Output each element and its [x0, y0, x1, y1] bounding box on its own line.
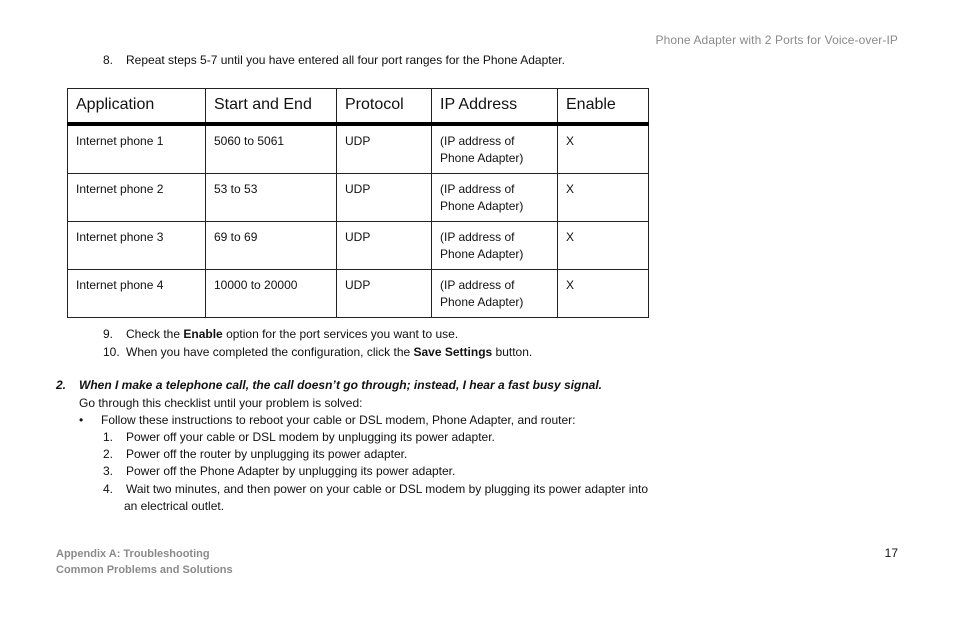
step-number: 9. — [103, 327, 114, 341]
substep-text: Wait two minutes, and then power on your cable or DSL modem by plugging its power adapter into — [126, 482, 649, 496]
step-text-pre: When you have completed the configuration, click the — [126, 345, 414, 359]
cell-protocol: UDP — [337, 270, 432, 318]
step-text-pre: Check the — [126, 327, 184, 341]
ip-line-2: Phone Adapter) — [440, 151, 524, 165]
cell-ip-address — [432, 270, 558, 318]
ip-line-1: (IP address of — [440, 182, 515, 196]
cell-ip-address — [432, 222, 558, 270]
footer-appendix: Appendix A: Troubleshooting — [56, 548, 210, 560]
step-text-post: button. — [492, 345, 533, 359]
ip-line-1: (IP address of — [440, 278, 515, 292]
substep-number: 3. — [103, 464, 114, 478]
cell-enable: X — [558, 270, 649, 318]
step-8 — [103, 52, 565, 69]
bullet-icon: • — [79, 413, 84, 427]
step-number: 10. — [103, 345, 120, 359]
cell-enable: X — [558, 222, 649, 270]
column-header-start-end: Start and End — [206, 89, 337, 125]
step-text: Repeat steps 5-7 until you have entered all four port ranges for the Phone Adapter. — [126, 53, 565, 67]
column-header-ip-address: IP Address — [432, 89, 558, 125]
substep-2 — [103, 446, 407, 463]
column-header-enable: Enable — [558, 89, 649, 125]
question-text: When I make a telephone call, the call doesn’t go through; instead, I hear a fast busy signal. — [79, 378, 602, 392]
table-header-row — [68, 89, 649, 125]
cell-application: Internet phone 1 — [68, 124, 206, 174]
substep-3 — [103, 463, 455, 480]
cell-enable: X — [558, 124, 649, 174]
cell-range: 10000 to 20000 — [206, 270, 337, 318]
step-10 — [103, 344, 532, 361]
substep-4-continuation: an electrical outlet. — [124, 499, 225, 513]
substep-4 — [103, 481, 648, 498]
bullet-item — [79, 412, 576, 429]
cell-application: Internet phone 4 — [68, 270, 206, 318]
substep-number: 2. — [103, 447, 114, 461]
running-header: Phone Adapter with 2 Ports for Voice-over-IP — [655, 33, 898, 47]
cell-protocol: UDP — [337, 174, 432, 222]
footer-section-info — [56, 546, 233, 578]
ip-line-2: Phone Adapter) — [440, 199, 524, 213]
substep-text: Power off your cable or DSL modem by unplugging its power adapter. — [126, 430, 495, 444]
cell-ip-address — [432, 174, 558, 222]
ip-line-1: (IP address of — [440, 230, 515, 244]
question-intro: Go through this checklist until your problem is solved: — [79, 396, 363, 410]
table-row — [68, 124, 649, 174]
step-number: 8. — [103, 53, 114, 67]
cell-protocol: UDP — [337, 124, 432, 174]
footer-section: Common Problems and Solutions — [56, 564, 233, 576]
ip-line-2: Phone Adapter) — [440, 247, 524, 261]
table-row — [68, 222, 649, 270]
table-row — [68, 270, 649, 318]
substep-text: Power off the router by unplugging its power adapter. — [126, 447, 408, 461]
save-settings-label: Save Settings — [413, 345, 493, 359]
substep-1 — [103, 429, 495, 446]
cell-ip-address — [432, 124, 558, 174]
question-2-heading — [56, 378, 602, 392]
bullet-text: Follow these instructions to reboot your cable or DSL modem, Phone Adapter, and router: — [101, 413, 576, 427]
port-range-table — [67, 88, 649, 318]
cell-enable: X — [558, 174, 649, 222]
substep-text: Power off the Phone Adapter by unplugging its power adapter. — [126, 464, 456, 478]
cell-protocol: UDP — [337, 222, 432, 270]
cell-range: 5060 to 5061 — [206, 124, 337, 174]
column-header-protocol: Protocol — [337, 89, 432, 125]
page-number: 17 — [884, 546, 898, 560]
substep-number: 4. — [103, 482, 114, 496]
cell-application: Internet phone 3 — [68, 222, 206, 270]
cell-range: 53 to 53 — [206, 174, 337, 222]
enable-label: Enable — [183, 327, 223, 341]
table-row — [68, 174, 649, 222]
step-9 — [103, 326, 458, 343]
substep-number: 1. — [103, 430, 114, 444]
question-number: 2. — [56, 378, 67, 392]
ip-line-2: Phone Adapter) — [440, 295, 524, 309]
cell-application: Internet phone 2 — [68, 174, 206, 222]
column-header-application: Application — [68, 89, 206, 125]
step-text-post: option for the port services you want to use. — [222, 327, 459, 341]
cell-range: 69 to 69 — [206, 222, 337, 270]
ip-line-1: (IP address of — [440, 134, 515, 148]
